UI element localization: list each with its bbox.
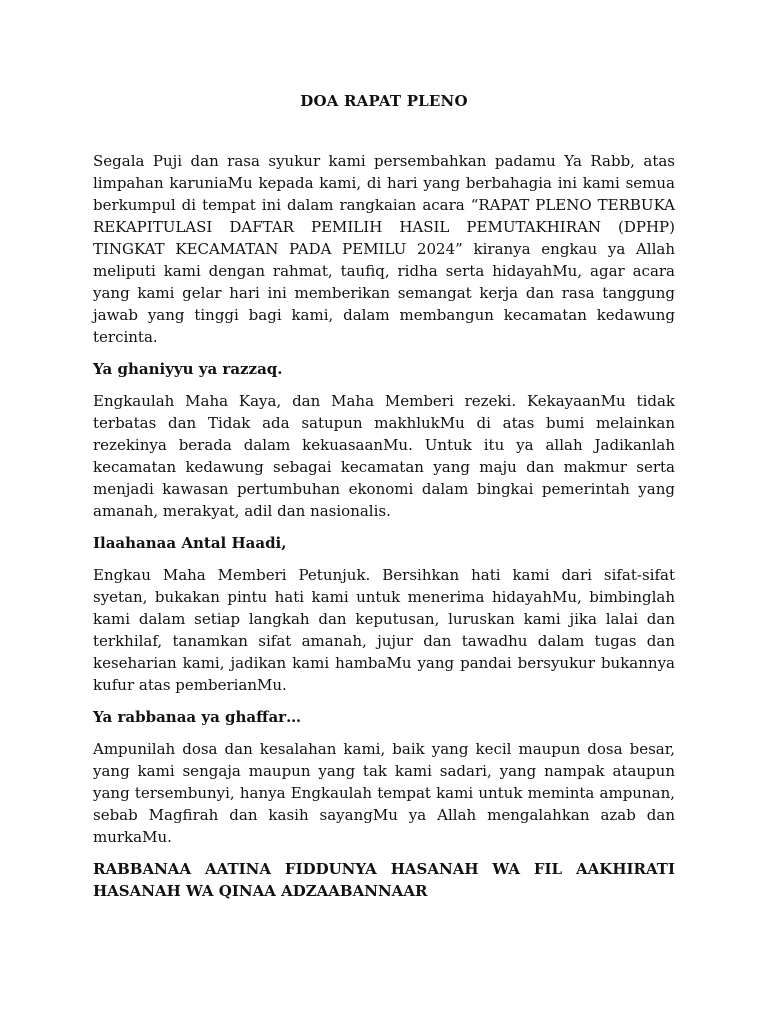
paragraph-opening: Segala Puji dan rasa syukur kami persembahkan padamu Ya Rabb, atas limpahan karuniaMu kepada kami, di hari yang berbahagia ini kami semua berkumpul di tempat ini dalam rangkaian acara “RAPAT PLENO TERBUKA REKAPITULASI DAFTAR PEMILIH HASIL PEMUTAKHIRAN (DPHP) TINGKAT KECAMATAN PADA PEMILU 2024” kiranya engkau ya Allah meliputi kami dengan rahmat, taufiq, ridha serta hidayahMu, agar acara yang kami gelar hari ini memberikan semangat kerja dan rasa tanggung jawab yang tinggi bagi kami, dalam membangun kecamatan kedawung tercinta. (93, 152, 675, 346)
paragraph-rezeki: Engkaulah Maha Kaya, dan Maha Memberi rezeki. KekayaanMu tidak terbatas dan Tidak ada satupun makhlukMu di atas bumi melainkan rezekinya berada dalam kekuasaanMu. Untuk itu ya allah Jadikanlah kecamatan kedawung sebagai kecamatan yang maju dan makmur serta menjadi kawasan pertumbuhan ekonomi dalam bingkai pemerintah yang amanah, merakyat, adil dan nasionalis. (93, 392, 675, 520)
paragraph-ampunan: Ampunilah dosa dan kesalahan kami, baik yang kecil maupun dosa besar, yang kami sengaja maupun yang tak kami sadari, yang nampak ataupun yang tersembunyi, hanya Engkaulah tempat kami untuk meminta ampunan, sebab Magfirah dan kasih sayangMu ya Allah mengalahkan azab dan murkaMu. (93, 740, 675, 846)
document-title: DOA RAPAT PLENO (300, 92, 468, 110)
heading-ghaffar: Ya rabbanaa ya ghaffar… (93, 708, 302, 726)
heading-haadi: Ilaahanaa Antal Haadi, (93, 534, 287, 552)
paragraph-petunjuk: Engkau Maha Memberi Petunjuk. Bersihkan hati kami dari sifat-sifat syetan, bukakan pintu hati kami untuk menerima hidayahMu, bimbinglah kami dalam setiap langkah dan keputusan, luruskan kami jika lalai dan terkhilaf, tanamkan sifat amanah, jujur dan tawadhu dalam tugas dan keseharian kami, jadikan kami hambaMu yang pandai bersyukur bukannya kufur atas pemberianMu. (93, 566, 675, 694)
heading-ghaniyyu: Ya ghaniyyu ya razzaq. (93, 360, 283, 378)
document-body (93, 150, 675, 902)
closing-prayer: RABBANAA AATINA FIDDUNYA HASANAH WA FIL AAKHIRATI HASANAH WA QINAA ADZAABANNAAR (93, 860, 675, 900)
